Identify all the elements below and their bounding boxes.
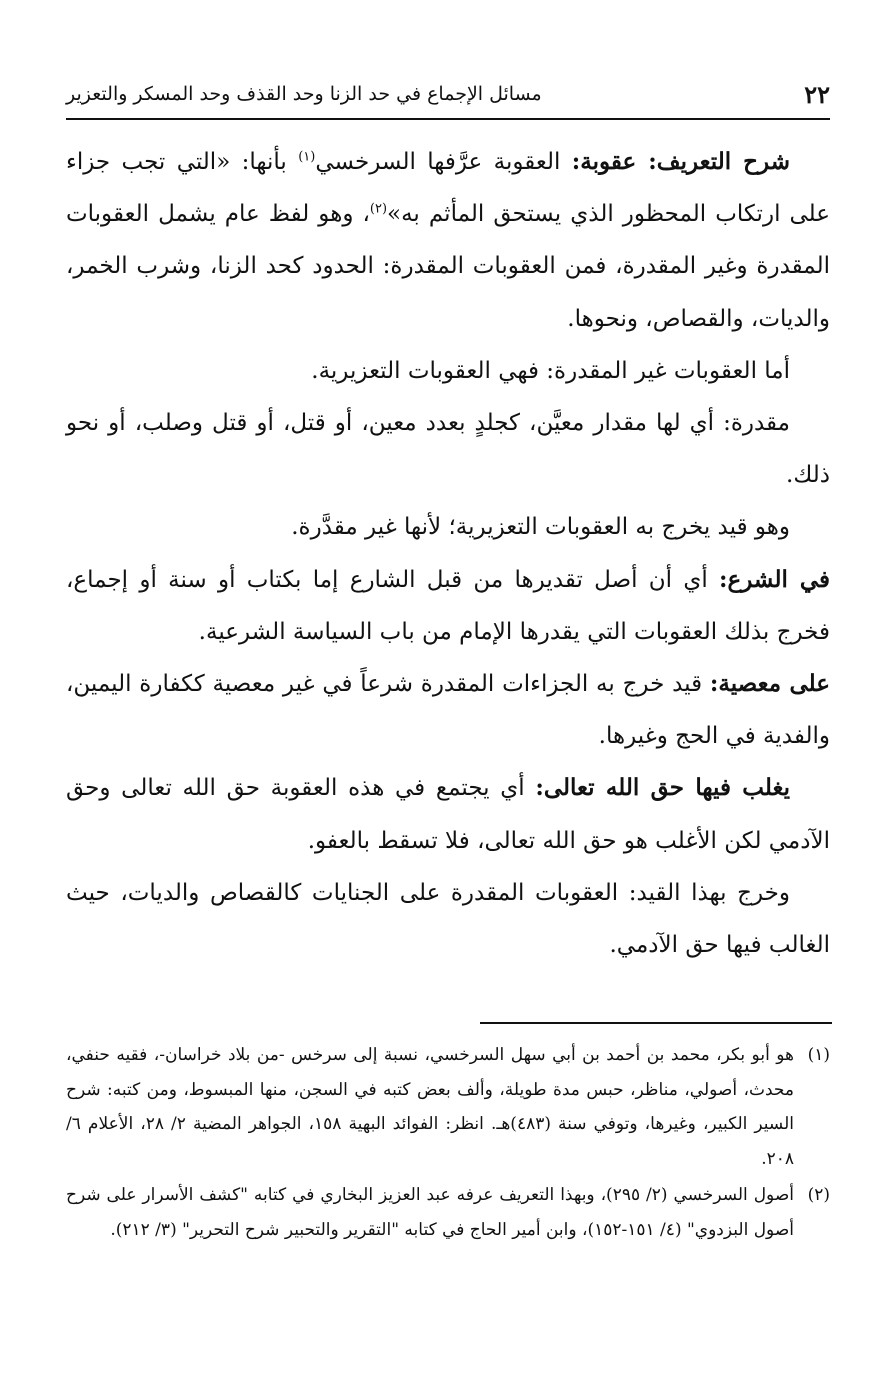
paragraph-unfixed: أما العقوبات غير المقدرة: فهي العقوبات التعزيرية. bbox=[311, 357, 790, 384]
footnote-ref-2[interactable]: (٢) bbox=[369, 201, 388, 217]
paragraph-restriction: وهو قيد يخرج به العقوبات التعزيرية؛ لأنها غير مقدَّرة. bbox=[291, 514, 790, 541]
term-heading: على معصية: bbox=[709, 670, 830, 698]
running-title: مسائل الإجماع في حد الزنا وحد القذف وحد المسكر والتعزير bbox=[66, 83, 542, 105]
paragraph-excluded: وخرج بهذا القيد: العقوبات المقدرة على الجنايات كالقصاص والديات، حيث الغالب فيها حق الآدمي. bbox=[66, 879, 830, 959]
paragraph-sin bbox=[66, 658, 830, 762]
footnote-number: (١) bbox=[807, 1045, 830, 1065]
paragraph-fixed: مقدرة: أي لها مقدار معيَّن، كجلدٍ بعدد معين، أو قتل، أو قتل وصلب، أو نحو ذلك. bbox=[66, 410, 830, 489]
footnote-1 bbox=[66, 1038, 830, 1176]
paragraph-sharia bbox=[66, 554, 830, 658]
footnote-separator bbox=[480, 1022, 832, 1024]
page-header bbox=[66, 72, 830, 116]
paragraph-text: بأنها: «التي تجب جزاء على ارتكاب المحظور الذي يستحق المأثم به» bbox=[66, 149, 831, 228]
paragraph-text: أي أن أصل تقديرها من قبل الشارع إما بكتاب أو سنة أو إجماع، فخرج بذلك العقوبات التي يقدرها الإمام من باب السياسة الشرعية. bbox=[66, 566, 830, 645]
paragraph-text: قيد خرج به الجزاءات المقدرة شرعاً في غير معصية ككفارة اليمين، والفدية في الحج وغيرها. bbox=[66, 671, 830, 750]
page-number: ٢٢ bbox=[804, 79, 830, 109]
term-heading: في الشرع: bbox=[719, 565, 830, 593]
footnote-ref-1[interactable]: (١) bbox=[298, 149, 316, 165]
paragraph-text: أي يجتمع في هذه العقوبة حق الله تعالى وحق الآدمي لكن الأغلب هو حق الله تعالى، فلا تسقط بالعفو. bbox=[66, 775, 830, 854]
footnote-text: هو أبو بكر، محمد بن أحمد بن أبي سهل السرخسي، نسبة إلى سرخس -من بلاد خراسان-، فقيه حنفي، محدث، أصولي، مناظر، حبس مدة طويلة، وألف بعض كتبه في السجن، منها المبسوط، ومن كتبه: شرح السير الكبير، وغيرها، وتوفي سنة (٤٨٣)هـ. انظر: الفوائد البهية ١٥٨، الجواهر المضية ٢/ ٢٨، الأعلام ٦/ ٢٠٨. bbox=[66, 1045, 794, 1169]
footnote-text: أصول السرخسي (٢/ ٢٩٥)، وبهذا التعريف عرفه عبد العزيز البخاري في كتابه "كشف الأسرار على شرح أصول البزدوي" (٤/ ١٥١-١٥٢)، وابن أمير الحاج في كتابه "التقرير والتحبير شرح التحرير" (٣/ ٢١٢). bbox=[66, 1185, 794, 1240]
paragraph-text: العقوبة عرَّفها السرخسي bbox=[315, 149, 572, 175]
term-heading: يغلب فيها حق الله تعالى: bbox=[535, 774, 791, 802]
main-text bbox=[66, 136, 830, 971]
footnote-number: (٢) bbox=[807, 1185, 830, 1205]
header-rule bbox=[66, 118, 830, 120]
footnotes bbox=[66, 1038, 830, 1249]
paragraph-right-of-god bbox=[66, 762, 830, 866]
footnote-2 bbox=[66, 1178, 830, 1247]
term-heading: شرح التعريف: عقوبة: bbox=[571, 148, 790, 175]
paragraph-text: ، وهو لفظ عام يشمل العقوبات المقدرة وغير المقدرة، فمن العقوبات المقدرة: الحدود كحد الزنا، وشرب الخمر، والديات، والقصاص، ونحوها. bbox=[66, 201, 830, 332]
paragraph-definition bbox=[66, 136, 830, 345]
